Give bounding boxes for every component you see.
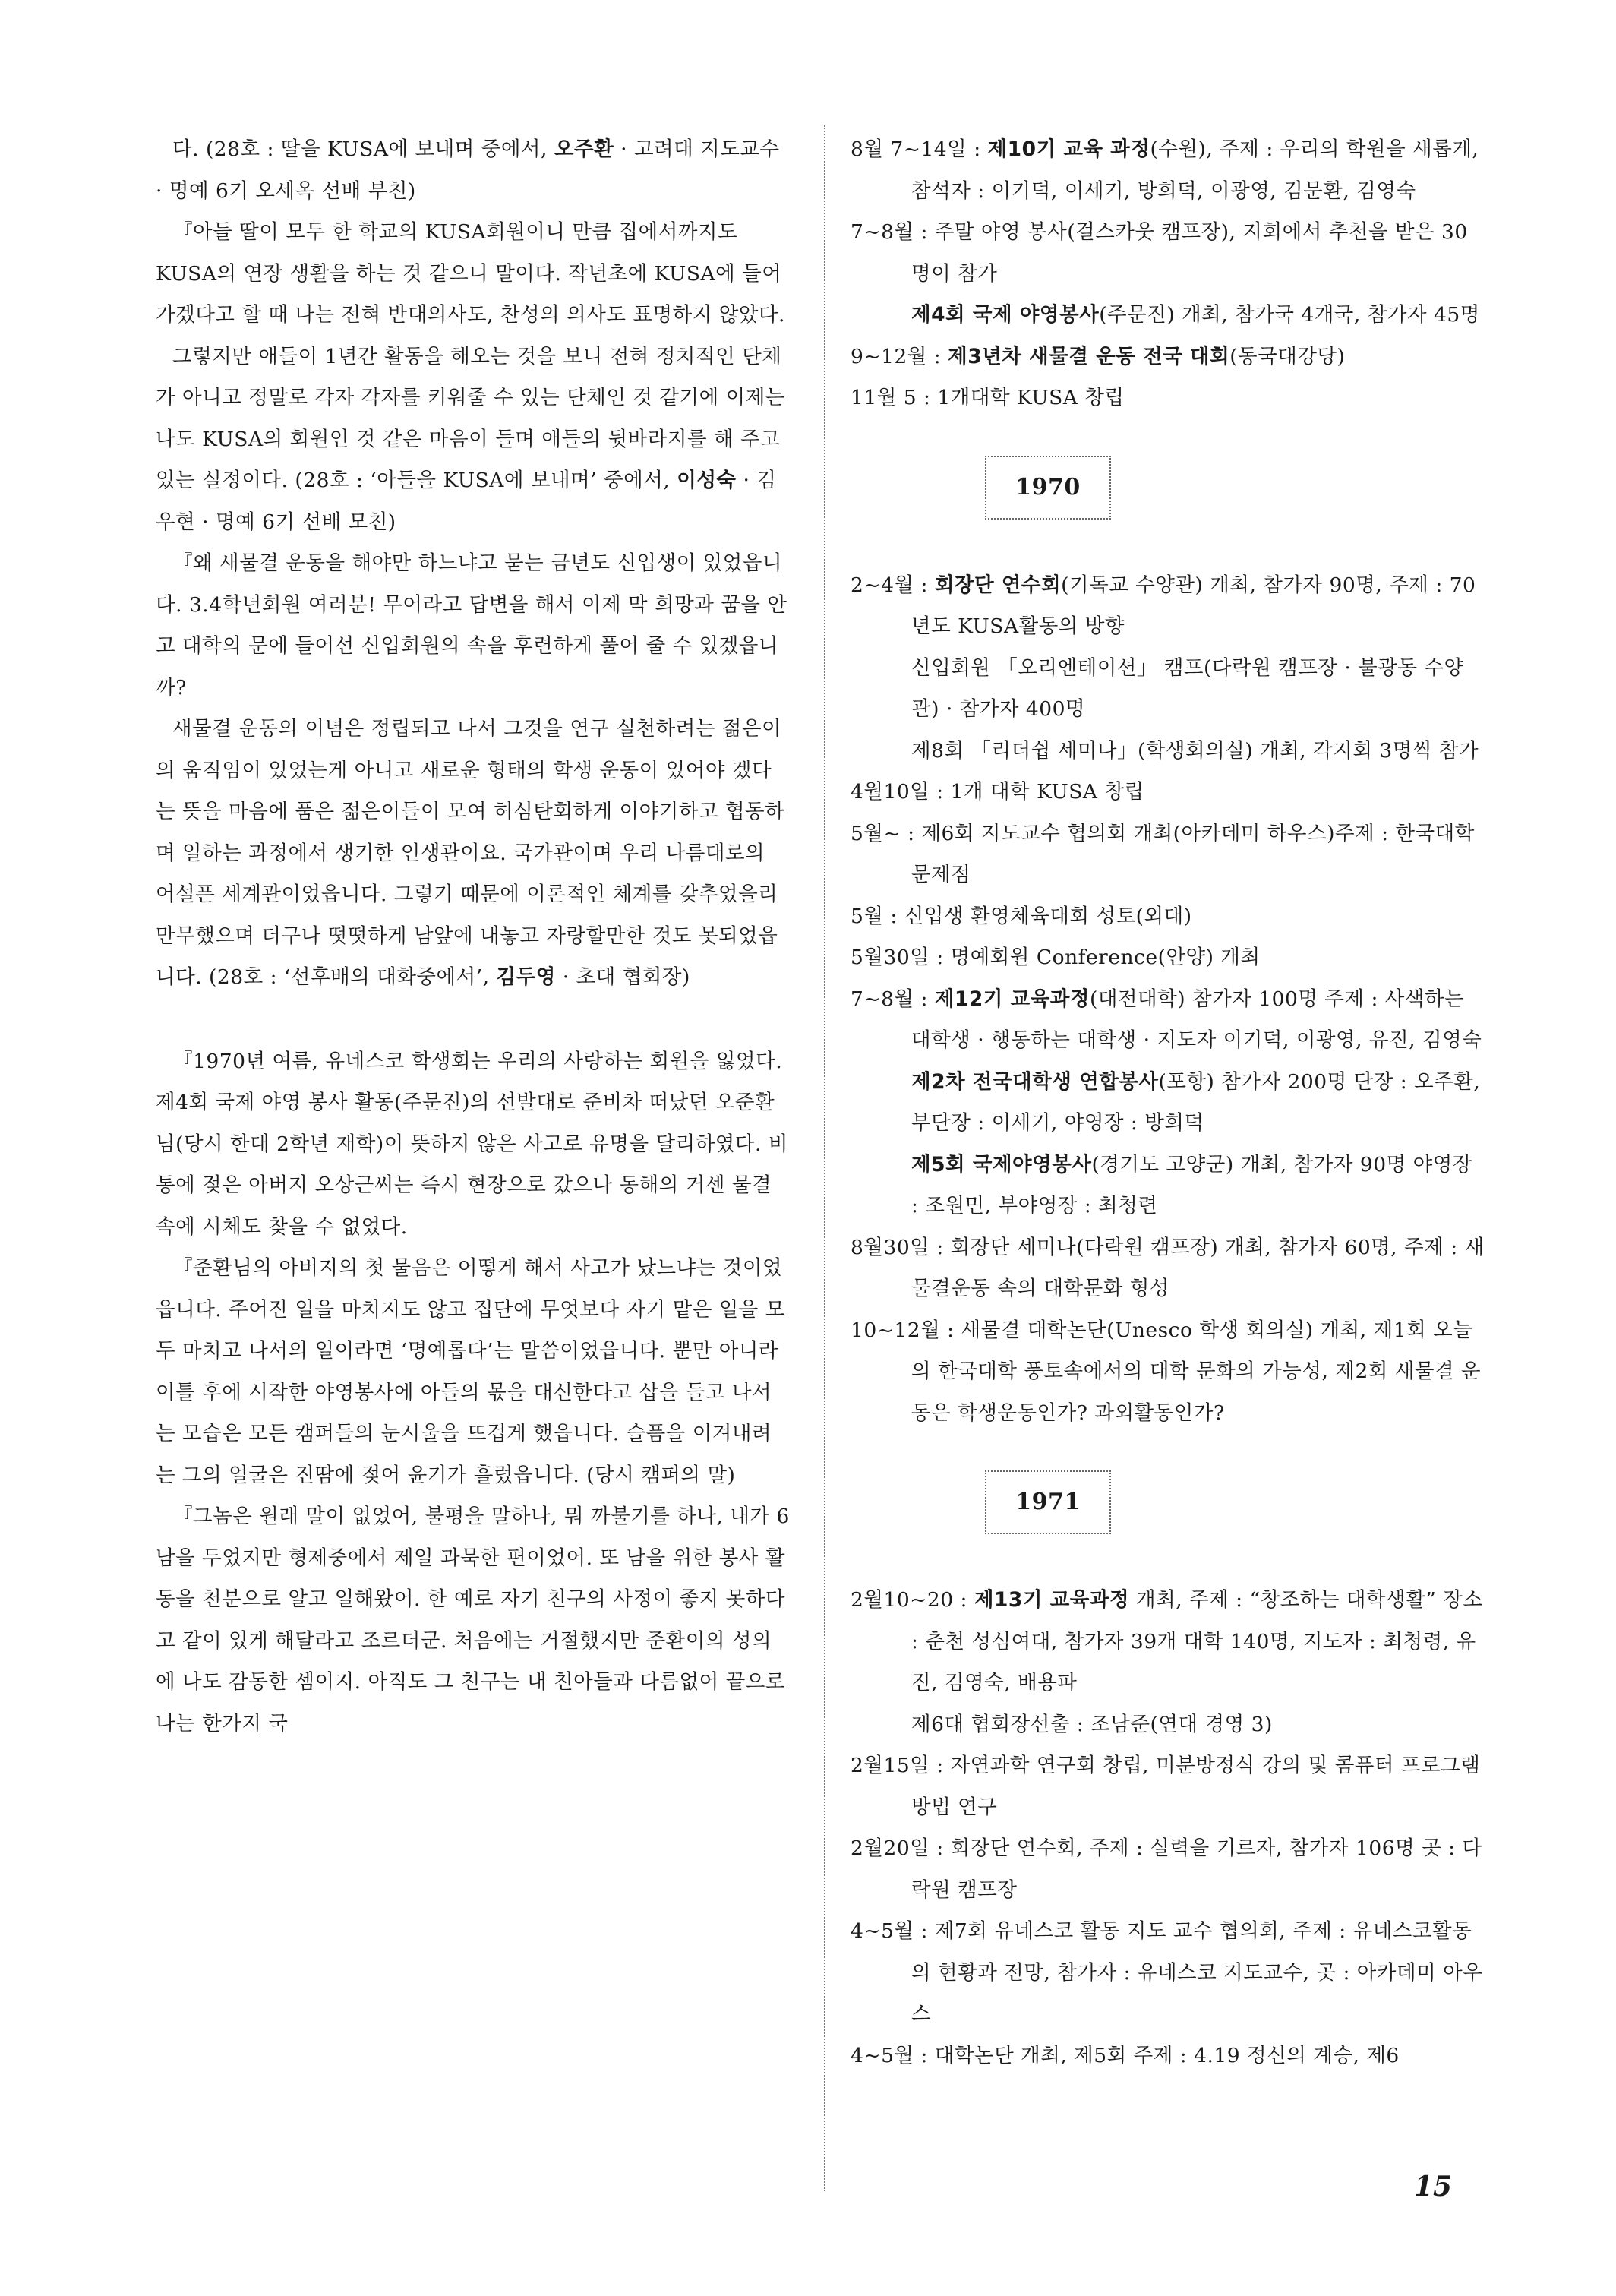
- timeline-entry: 2~4월 : 회장단 연수회(기독교 수양관) 개최, 참가자 90명, 주제 : 70년도 KUSA활동의 방향: [851, 573, 1476, 638]
- timeline-entry: 10~12월 : 새물결 대학논단(Unesco 학생 회의실) 개최, 제1회 오늘의 한국대학 풍토속에서의 대학 문화의 가능성, 제2회 새물결 운동은 학생운동인가? 과외활동인가?: [851, 1318, 1482, 1425]
- timeline-entry: 2월15일 : 자연과학 연구회 창립, 미분방정식 강의 및 콤퓨터 프로그램 방법 연구: [851, 1754, 1481, 1819]
- paragraph: 『1970년 여름, 유네스코 학생회는 우리의 사랑하는 회원을 잃었다. 제4회 국제 야영 봉사 활동(주문진)의 선발대로 준비차 떠났던 오준환님(당시 한대 2학년 재학)이 뜻하지 않은 사고로 유명을 달리하였다. 비통에 젖은 아버지 오상근씨는 즉시 현장으로 갔으나 동해의 거센 물결 속에 시체도 찾을 수 없었다.: [156, 1049, 788, 1239]
- timeline-entry: 4~5월 : 제7회 유네스코 활동 지도 교수 협의회, 주제 : 유네스코활동의 현황과 전망, 참가자 : 유네스코 지도교수, 곳 : 아카데미 아우스: [851, 1919, 1483, 2026]
- left-column: [156, 129, 790, 1745]
- timeline-entry: 4월10일 : 1개 대학 KUSA 창립: [851, 780, 1144, 804]
- paragraph: 『왜 새물결 운동을 해야만 하느냐고 묻는 금년도 신입생이 있었읍니다. 3.4학년회원 여러분! 무어라고 답변을 해서 이제 막 희망과 꿈을 안고 대학의 문에 들어선 신입회원의 속을 후련하게 풀어 줄 수 있겠읍니까?: [156, 551, 787, 700]
- paragraph: 새물결 운동의 이념은 정립되고 나서 그것을 연구 실천하려는 젊은이의 움직임이 있었는게 아니고 새로운 형태의 학생 운동이 있어야 겠다는 뜻을 마음에 품은 젊은이들이 모여 허심탄회하게 이야기하고 협동하며 일하는 과정에서 생기한 인생관이요. 국가관이며 우리 나름대로의 어설픈 세계관이었읍니다. 그렇기 때문에 이론적인 체계를 갖추었을리 만무했으며 더구나 떳떳하게 남앞에 내놓고 자랑할만한 것도 못되었읍니다. (28호 : ‘선후배의 대화중에서’, 김두영 · 초대 협회장): [156, 717, 785, 989]
- timeline-entry: 2월20일 : 회장단 연수회, 주제 : 실력을 기르자, 참가자 106명 곳 : 다락원 캠프장: [851, 1836, 1482, 1902]
- timeline-entry: 4~5월 : 대학논단 개최, 제5회 주제 : 4.19 정신의 계승, 제6: [851, 2043, 1400, 2067]
- timeline-entry: 제4회 국제 야영봉사(주문진) 개최, 참가국 4개국, 참가자 45명: [911, 303, 1480, 327]
- year-heading: 1971: [985, 1470, 1111, 1534]
- year-heading-box: [851, 456, 1245, 520]
- timeline-entry: 제2차 전국대학생 연합봉사(포항) 참가자 200명 단장 : 오주환, 부단장 : 이세기, 야영장 : 방희덕: [911, 1069, 1481, 1135]
- timeline-entry: 7~8월 : 제12기 교육과정(대전대학) 참가자 100명 주제 : 사색하는 대학생 · 행동하는 대학생 · 지도자 이기덕, 이광영, 유진, 김영숙: [851, 987, 1482, 1052]
- column-divider: [824, 125, 825, 2191]
- year-heading-box: [851, 1470, 1245, 1534]
- timeline-entry: 8월 7~14일 : 제10기 교육 과정(수원), 주제 : 우리의 학원을 새롭게, 참석자 : 이기덕, 이세기, 방희덕, 이광영, 김문환, 김영숙: [851, 137, 1479, 203]
- paragraph: 다. (28호 : 딸을 KUSA에 보내며 중에서, 오주환 · 고려대 지도교수 · 명예 6기 오세옥 선배 부친): [156, 137, 780, 203]
- timeline-entry: 8월30일 : 회장단 세미나(다락원 캠프장) 개최, 참가자 60명, 주제 : 새물결운동 속의 대학문화 형성: [851, 1235, 1485, 1300]
- paragraph: 『그놈은 원래 말이 없었어, 불평을 말하나, 뭐 까불기를 하나, 내가 6남을 두었지만 형제중에서 제일 과묵한 편이었어. 또 남을 위한 봉사 활동을 천분으로 알고 일해왔어. 한 예로 자기 친구의 사정이 좋지 못하다고 같이 있게 해달라고 조르더군. 처음에는 거절했지만 준환이의 성의에 나도 감동한 셈이지. 아직도 그 친구는 내 친아들과 다름없어 끝으로 나는 한가지 국: [156, 1505, 790, 1735]
- timeline-entry: 제8회 「리더쉽 세미나」(학생회의실) 개최, 각지회 3명씩 참가: [911, 738, 1479, 763]
- timeline-entry: 9~12월 : 제3년차 새물결 운동 전국 대회(동국대강당): [851, 344, 1346, 368]
- timeline-entry: 제5회 국제야영봉사(경기도 고양군) 개최, 참가자 90명 야영장 : 조원민, 부야영장 : 최청련: [911, 1152, 1472, 1217]
- timeline-entry: 5월~ : 제6회 지도교수 협의회 개최(아카데미 하우스)주제 : 한국대학 문제점: [851, 821, 1475, 886]
- timeline-entry: 2월10~20 : 제13기 교육과정 개최, 주제 : “창조하는 대학생활” 장소 : 춘천 성심여대, 참가자 39개 대학 140명, 지도자 : 최청령, 유진, 김영숙, 배용파: [851, 1588, 1483, 1694]
- timeline-entry: 5월30일 : 명예회원 Conference(안양) 개최: [851, 946, 1261, 969]
- year-heading: 1970: [985, 456, 1111, 520]
- timeline-entry: 신입회원 「오리엔테이션」 캠프(다락원 캠프장 · 불광동 수양관) · 참가자 400명: [911, 655, 1464, 721]
- paragraph: 그렇지만 애들이 1년간 활동을 해오는 것을 보니 전혀 정치적인 단체가 아니고 정말로 각자 각자를 키워줄 수 있는 단체인 것 같기에 이제는 나도 KUSA의 회원인 것 같은 마음이 들며 애들의 뒷바라지를 해 주고 있는 실정이다. (28호 : ‘아들을 KUSA에 보내며’ 중에서, 이성숙 · 김우현 · 명예 6기 선배 모친): [156, 344, 785, 534]
- timeline-entry: 7~8월 : 주말 야영 봉사(걸스카웃 캠프장), 지회에서 추천을 받은 30명이 참가: [851, 220, 1468, 286]
- paragraph: 『준환님의 아버지의 첫 물음은 어떻게 해서 사고가 났느냐는 것이었읍니다. 주어진 일을 마치지도 않고 집단에 무엇보다 자기 맡은 일을 모두 마치고 나서의 일이라면 ‘명예롭다’는 말씀이었읍니다. 뿐만 아니라 이틀 후에 시작한 야영봉사에 아들의 몫을 대신한다고 삽을 들고 나서는 모습은 모든 캠퍼들의 눈시울을 뜨겁게 했읍니다. 슬픔을 이겨내려는 그의 얼굴은 진땀에 젖어 윤기가 흘렀읍니다. (당시 캠퍼의 말): [156, 1256, 785, 1487]
- page-number: 15: [1414, 2171, 1453, 2203]
- paragraph: 『아들 딸이 모두 한 학교의 KUSA회원이니 만큼 집에서까지도 KUSA의 연장 생활을 하는 것 같으니 말이다. 작년초에 KUSA에 들어가겠다고 할 때 나는 전혀 반대의사도, 찬성의 의사도 표명하지 않았다.: [156, 220, 785, 327]
- timeline-entry: 5월 : 신입생 환영체육대회 성토(외대): [851, 904, 1192, 928]
- right-column: [851, 129, 1485, 2077]
- timeline-entry: 제6대 협회장선출 : 조남준(연대 경영 3): [911, 1712, 1273, 1736]
- timeline-entry: 11월 5 : 1개대학 KUSA 창립: [851, 386, 1125, 409]
